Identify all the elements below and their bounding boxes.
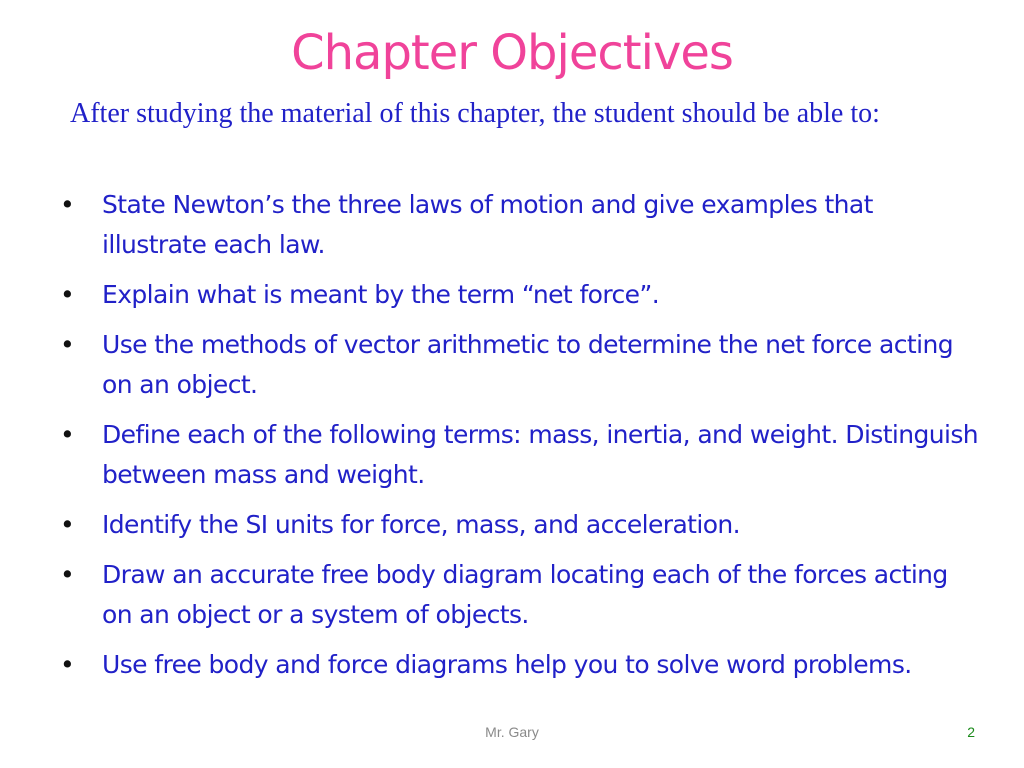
bullet-text: Identify the SI units for force, mass, and acceleration.: [102, 510, 741, 539]
bullet-text: Define each of the following terms: mass, inertia, and weight. Distinguish between mass and weight.: [102, 420, 979, 489]
intro-text: After studying the material of this chapter, the student should be able to:: [70, 98, 880, 129]
bullet-marker: •: [60, 510, 75, 539]
slide-title: Chapter Objectives: [291, 25, 733, 81]
list-item: [60, 185, 980, 265]
bullet-marker: •: [60, 420, 75, 449]
page-number: 2: [967, 724, 975, 740]
list-item: [60, 275, 980, 315]
bullet-text: State Newton’s the three laws of motion and give examples that illustrate each law.: [102, 190, 873, 259]
bullet-text: Use free body and force diagrams help you to solve word problems.: [102, 650, 912, 679]
list-item: [60, 555, 980, 635]
bullet-text: Use the methods of vector arithmetic to determine the net force acting on an object.: [102, 330, 953, 399]
bullet-marker: •: [60, 280, 75, 309]
bullet-marker: •: [60, 190, 75, 219]
list-item: [60, 415, 980, 495]
bullet-marker: •: [60, 330, 75, 359]
list-item: [60, 645, 980, 685]
list-item: [60, 325, 980, 405]
list-item: [60, 505, 980, 545]
bullet-text: Draw an accurate free body diagram locating each of the forces acting on an object or a system of objects.: [102, 560, 948, 629]
objectives-list: [60, 185, 980, 695]
footer-author: Mr. Gary: [485, 724, 539, 740]
bullet-marker: •: [60, 650, 75, 679]
bullet-text: Explain what is meant by the term “net force”.: [102, 280, 660, 309]
bullet-marker: •: [60, 560, 75, 589]
